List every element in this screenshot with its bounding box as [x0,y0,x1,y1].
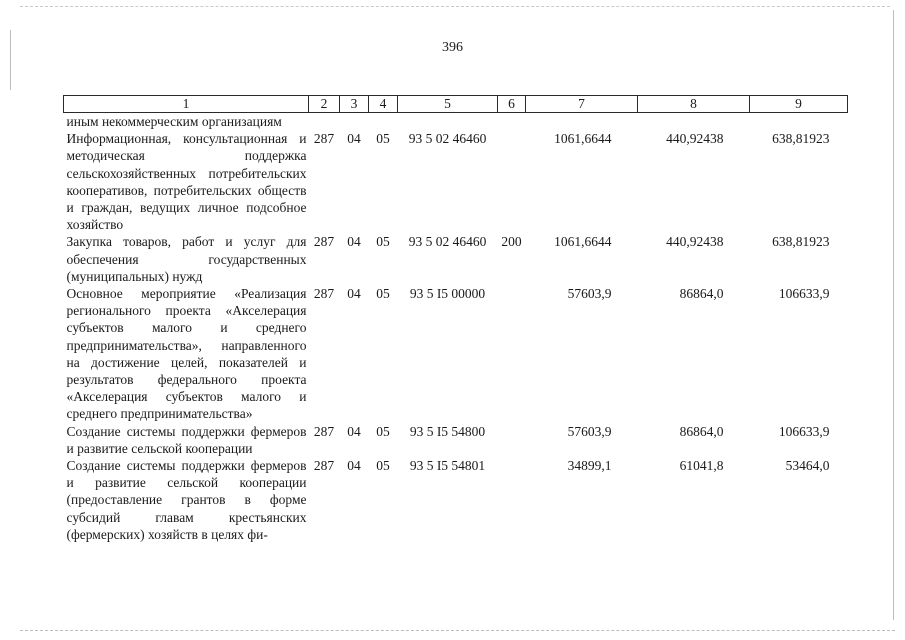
row-target-code: 93 5 02 46460 [408,131,487,147]
header-cell-6: 6 [498,96,526,113]
row-podrazdel: 05 [376,458,390,474]
scan-edge-right [893,10,894,620]
header-cell-8: 8 [638,96,750,113]
row-target-code: 93 5 02 46460 [408,234,487,250]
header-cell-4: 4 [369,96,398,113]
table-row [64,113,848,131]
row-name: Создание системы поддержки фермеров и развитие сельской кооперации [66,423,307,456]
row-value-col9: 638,81923 [772,131,830,147]
row-name: Закупка товаров, работ и услуг для обеспечения государственных (муниципальных) нужд [66,234,307,284]
header-cell-2: 2 [309,96,340,113]
header-cell-7: 7 [526,96,638,113]
row-value-col7: 57603,9 [567,423,612,439]
row-podrazdel: 05 [376,131,390,147]
scan-edge-top [20,6,890,7]
row-glava: 287 [313,234,335,250]
row-value-col8 [638,113,750,131]
table-row [64,423,848,457]
row-expense-type [498,113,526,131]
header-cell-5: 5 [398,96,498,113]
row-target-code: 93 5 I5 54801 [409,458,486,474]
row-expense-type [498,285,526,423]
table-row [64,130,848,233]
row-podrazdel: 05 [376,286,390,302]
row-target-code [398,113,498,131]
row-name: иным некоммерческим организациям [66,114,282,129]
row-value-col8: 61041,8 [679,458,724,474]
row-glava: 287 [313,131,335,147]
row-value-col7: 57603,9 [567,286,612,302]
budget-table [63,95,848,543]
row-glava: 287 [313,286,335,302]
row-razdel: 04 [347,234,361,250]
row-value-col8: 86864,0 [679,286,724,302]
scan-edge-bottom [20,630,895,631]
row-podrazdel: 05 [376,423,390,439]
row-razdel: 04 [347,131,361,147]
row-value-col9: 106633,9 [778,423,830,439]
header-cell-3: 3 [340,96,369,113]
row-name: Основное мероприятие «Реализация регионального проекта «Акселерация субъектов малого и среднего предпринимательства», направленного на достижение целей, показателей и результатов федерального проекта «Акселерация субъектов малого и среднего предпринимательства» [66,286,307,422]
row-value-col8: 86864,0 [679,423,724,439]
row-razdel: 04 [347,458,361,474]
table-row [64,233,848,285]
table-body [64,113,848,544]
row-value-col9 [750,113,848,131]
row-glava: 287 [313,458,335,474]
row-value-col7 [526,113,638,131]
header-row [64,96,848,113]
row-value-col9: 106633,9 [778,286,830,302]
row-value-col7: 1061,6644 [554,234,612,250]
row-expense-type [498,457,526,543]
row-razdel: 04 [347,286,361,302]
row-expense-type: 200 [501,234,522,250]
table-row [64,285,848,423]
row-expense-type [498,130,526,233]
table-row [64,457,848,543]
header-cell-1: 1 [64,96,309,113]
row-value-col9: 638,81923 [772,234,830,250]
header-cell-9: 9 [750,96,848,113]
row-target-code: 93 5 I5 54800 [409,423,486,439]
row-glava [309,113,340,131]
row-podrazdel: 05 [376,234,390,250]
row-target-code: 93 5 I5 00000 [409,286,486,302]
page-number: 396 [442,40,463,55]
row-value-col7: 34899,1 [567,458,612,474]
row-name: Создание системы поддержки фермеров и развитие сельской кооперации (предоставление грантов в форме субсидий главам крестьянских (фермерских) хозяйств в целях фи- [66,458,307,542]
row-expense-type [498,423,526,457]
scan-edge-left [10,30,11,90]
row-value-col8: 440,92438 [666,234,724,250]
row-razdel [340,113,369,131]
row-glava: 287 [313,423,335,439]
row-value-col8: 440,92438 [666,131,724,147]
row-value-col7: 1061,6644 [554,131,612,147]
row-name: Информационная, консультационная и методическая поддержка сельскохозяйственных потребительских кооперативов, потребительских обществ и граждан, ведущих личное подсобное хозяйство [66,131,307,233]
row-podrazdel [369,113,398,131]
row-razdel: 04 [347,423,361,439]
row-value-col9: 53464,0 [785,458,830,474]
table-header [64,96,848,113]
